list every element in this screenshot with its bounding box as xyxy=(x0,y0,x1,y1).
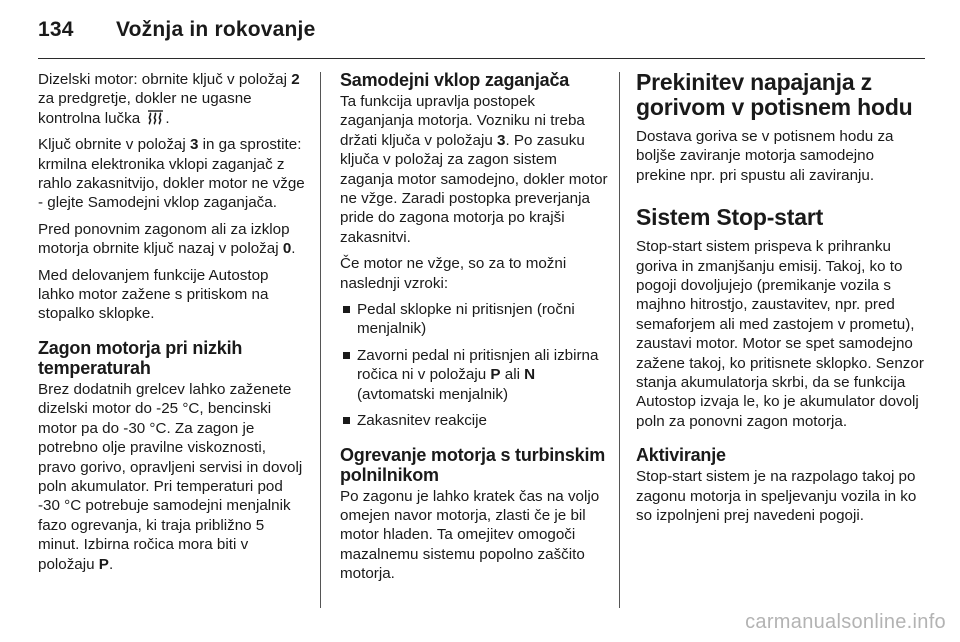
list-item: Pedal sklopke ni pritisnjen (ročni menjalnik) xyxy=(340,300,608,339)
page-heading: Vožnja in rokovanje xyxy=(116,18,316,41)
heading-stop-start: Sistem Stop-start xyxy=(636,204,824,231)
paragraph-diesel-preheat: Dizelski motor: obrnite ključ v položaj 2 za predgretje, dokler ne ugasne kontrolna lučka . xyxy=(38,71,300,127)
watermark: carmanualsonline.info xyxy=(745,611,946,633)
page-number: 134 xyxy=(38,18,74,41)
column-divider-left xyxy=(320,72,321,608)
heading-activation: Aktiviranje xyxy=(636,445,726,466)
paragraph-stop-start: Stop-start sistem prispeva k prihranku goriva in zmanjšanju emisij. Takoj, ko to pogoji dovoljujejo (premikanje vozila s majhno hitrostjo, zaustavitev, npr. pred semaforjem ali med zastojem v prometu), zaustavi motor. Motor se spet samodejno zažene takoj, ko pritisnete sklopko. Senzor stanja akumulatorja skrbi, da se funkcija Autostop izvaja le, ko je akumulator dovolj poln za ponovni zagon motorja. xyxy=(636,238,924,430)
list-item: Zavorni pedal ni pritisnjen ali izbirna ročica ni v položaju P ali N (avtomatski menjalnik) xyxy=(340,346,608,404)
paragraph-auto-starter: Ta funkcija upravlja postopek zaganjanja motorja. Vozniku ni treba držati ključa v položaju 3. Po zasuku ključa v položaj za zagon sistem zaganja motor samodejno, dokler motor ne vžge. Zaradi postopka preverjanja pride do zagona motorja po krajši zakasnitvi. xyxy=(340,93,608,246)
header-rule xyxy=(38,58,925,59)
column-right xyxy=(636,70,928,533)
paragraph-key-start: Ključ obrnite v položaj 3 in ga sprostite: krmilna elektronika vklopi zaganjač z rahlo zakasnitvijo, dokler motor ne vžge - glejte Samodejni vklop zaganjača. xyxy=(38,136,305,212)
list-item: Zakasnitev reakcije xyxy=(340,411,608,430)
heading-turbo-warmup: Ogrevanje motorja s turbinskim polnilnikom xyxy=(340,444,606,485)
page-header xyxy=(38,18,922,52)
column-divider-right xyxy=(619,72,620,608)
glow-plug-indicator-icon xyxy=(147,110,165,125)
heading-cold-start: Zagon motorja pri nizkih temperaturah xyxy=(38,337,243,378)
paragraph-restart: Pred ponovnim zagonom ali za izklop motorja obrnite ključ nazaj v položaj 0. xyxy=(38,220,296,258)
causes-list xyxy=(340,300,608,430)
paragraph-activation: Stop-start sistem je na razpolago takoj po zagonu motorja in speljevanju vozila in ko so izpolnjeni prej navedeni pogoji. xyxy=(636,468,917,525)
paragraph-turbo-warmup: Po zagonu je lahko kratek čas na voljo omejen navor motorja, zlasti če je bil motor hladen. Ta omejitev omogoči mazalnemu sistemu popolno zaščito motorja. xyxy=(340,487,600,583)
paragraph-causes-intro: Če motor ne vžge, so za to možni naslednji vzroki: xyxy=(340,255,567,292)
heading-auto-starter: Samodejni vklop zaganjača xyxy=(340,70,570,90)
paragraph-cold-start: Brez dodatnih grelcev lahko zaženete dizelski motor do -25 °C, bencinski motor pa do -30 °C. Za zagon je potrebno olje pravilne viskoznosti, pravo gorivo, opravljeni servisi in dovolj poln akumulator. Pri temperaturi pod -30 °C potrebuje samodejni menjalnik fazo ogrevanja, ki traja približno 5 minut. Izbirna ročica mora biti v položaju P. xyxy=(38,380,303,573)
heading-fuel-cutoff: Prekinitev napajanja z gorivom v potisnem hodu xyxy=(636,69,913,120)
paragraph-fuel-cutoff: Dostava goriva se v potisnem hodu za boljše zaviranje motorja samodejno prekine npr. pri spustu ali zaviranju. xyxy=(636,128,894,184)
paragraph-autostop: Med delovanjem funkcije Autostop lahko motor zažene s pritiskom na stopalko sklopke. xyxy=(38,266,269,323)
column-left xyxy=(38,70,306,581)
column-middle xyxy=(340,70,608,591)
